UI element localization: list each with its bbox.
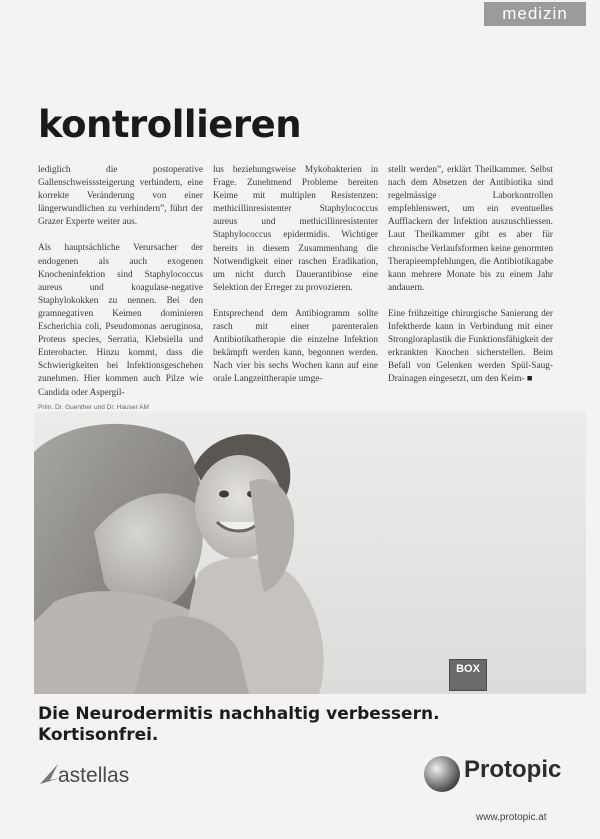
section-tab: medizin [484,2,586,26]
astellas-logo [38,758,178,794]
paragraph: lus beziehungsweise Mykobakterien in Frage. Zunehmend Probleme bereiten Keime mit multiplen Resistenzen: methicillinresistenter Staphylococcus aureus und methicillinresistenter Staphylococcus epidermidis. Wichtiger bereits in diesem Zusammenhang die Notwendigkeit einer raschen Eradikation, um nicht durch Dauerantibiose eine Selektion der Erreger zu provozieren. [213,165,378,293]
ad-url: www.protopic.at [476,812,547,823]
paragraph [388,308,553,387]
astellas-wordmark: astellas [58,764,130,787]
article-title: kontrollieren [38,103,302,146]
paragraph: Entsprechend dem Antibiogramm sollte rasch mit einer parenteralen Antibiotikatherapie die einzelne Infektion bekämpft werden kann, begonnen werden. Nach vier bis sechs Wochen kann auf eine orale Langzeittherapie umge- [213,308,378,385]
ad-headline-line-1: Die Neurodermitis nachhaltig verbessern. [38,704,440,724]
ad-headline [38,704,440,746]
mother-child-photo [34,412,586,694]
article-column-3 [388,164,553,400]
article-column-1 [38,164,203,413]
protopic-wordmark: Protopic [464,756,562,783]
astellas-star-icon [38,762,60,788]
paragraph: stellt werden”, erklärt Theilkammer. Selbst nach dem Absetzen der Antibiotika sind regelmässige Laborkontrollen empfehlenswert, um ein eventuelles Aufflackern der Infektion auszuschliessen. Laut Theilkammer gibt es aber für chronische Verlaufsformen keine genormten Therapieempfehlungen, die Antibiotikagabe kann mehrere Monate bis zu einem Jahr andauern. [388,165,553,293]
badge-box-label: BOX [456,663,480,675]
ad-headline-line-2: Kortisonfrei. [38,725,159,745]
protopic-sphere-icon [422,754,462,794]
ad-photo [34,412,586,694]
paragraph: lediglich die postoperative Gallenschweisssteigerung verhindern, eine korrekte Veränderung von einer längerwundlichen zu verhindern”, führt der Grazer Experte weiter aus. [38,165,203,228]
protopic-logo [422,754,572,796]
paragraph: Als hauptsächliche Verursacher der endogenen als auch exogenen Knocheninfektion sind Staphylococcus aureus und koagulase-negative Staphylokokken zu nennen. Bei den gramnegativen Keimen dominieren Escherichia coli, Pseudomonas aeruginosa, Proteus species, Serratia, Klebsiella und Enterobacter. Hinzu kommt, dass die Schwierigkeiten bei Infektionsgeschehen zunehmen. Hier kommen auch Pilze wie Candida oder Aspergil- [38,243,203,398]
product-badge [449,659,487,691]
photo-caption: Prim. Dr. Guenther und Dr. Hauser AM [38,404,149,411]
article-column-2 [213,164,378,400]
end-mark: ■ [526,374,533,385]
paragraph-text: Eine frühzeitige chirurgische Sanierung der Infektherde kann in Verbindung mit einer Strongloraplastik die Funktionsfähigkeit der erkrankten Knochen sicherstellen. Beim Befall von Gelenken werden Spül-Saug-Drainagen eingesetzt, um den Keim- [388,308,553,385]
